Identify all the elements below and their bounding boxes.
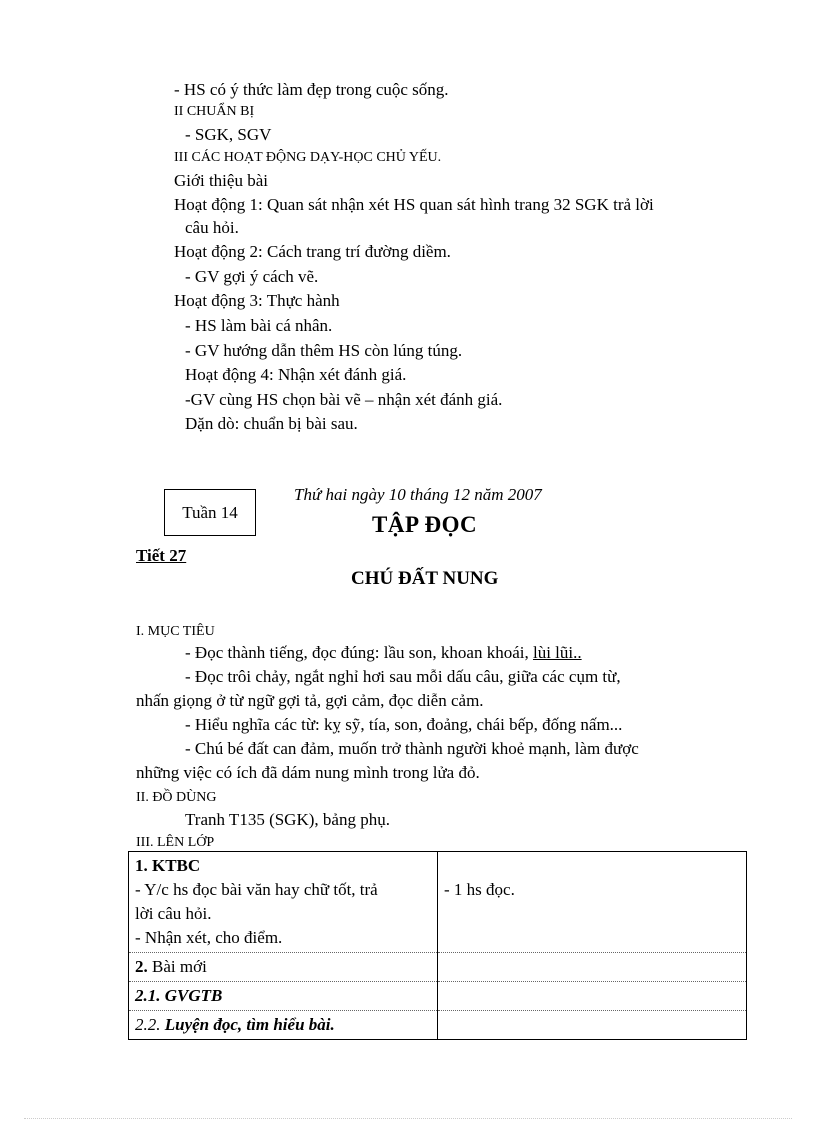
prev-activity-4-item: -GV cùng HS chọn bài vẽ – nhận xét đánh giá. [185, 390, 503, 409]
prev-activity-4: Hoạt động 4: Nhận xét đánh giá. [185, 365, 407, 384]
row-2-num: 2. [135, 957, 148, 976]
prev-prep-item: - SGK, SGV [185, 125, 272, 144]
student-cell [438, 953, 747, 982]
row-1-title: 1. KTBC [135, 856, 201, 875]
prev-section-activities-heading: III CÁC HOẠT ĐỘNG DẠY-HỌC CHỦ YẾU. [174, 150, 442, 165]
prev-activity-3: Hoạt động 3: Thực hành [174, 291, 340, 310]
prev-activity-1: Hoạt động 1: Quan sát nhận xét HS quan sát hình trang 32 SGK trả lời [174, 195, 654, 214]
prev-intro: Giới thiệu bài [174, 171, 268, 190]
prev-goal-line: - HS có ý thức làm đẹp trong cuộc sống. [174, 80, 449, 99]
row-3: 2.1. GVGTB [129, 982, 438, 1011]
student-cell [438, 1011, 747, 1040]
prev-activity-3-item-1: - HS làm bài cá nhân. [185, 316, 333, 335]
student-cell [438, 982, 747, 1011]
goal-2-cont: nhấn giọng ở từ ngữ gợi tả, gợi cảm, đọc diễn cảm. [136, 691, 484, 710]
goals-heading: I. MỤC TIÊU [136, 624, 215, 639]
lesson-date: Thứ hai ngày 10 tháng 12 năm 2007 [294, 485, 542, 504]
lesson-title: CHÚ ĐẤT NUNG [351, 568, 499, 589]
row-1-line-1: - Y/c hs đọc bài văn hay chữ tốt, trả [135, 880, 378, 899]
materials-text: Tranh T135 (SGK), bảng phụ. [185, 810, 390, 829]
row-2-text: Bài mới [147, 957, 207, 976]
prev-activity-3-item-2: - GV hướng dẫn thêm HS còn lúng túng. [185, 341, 463, 360]
prev-section-prep-heading: II CHUẨN BỊ [174, 104, 255, 119]
goal-1 [185, 642, 582, 664]
table-row [129, 1011, 747, 1040]
prev-activity-1-cont: câu hỏi. [185, 218, 239, 237]
prev-activity-2-item: - GV gợi ý cách vẽ. [185, 267, 319, 286]
goal-4: - Chú bé đất can đảm, muốn trở thành người khoẻ mạnh, làm được [185, 739, 639, 758]
goal-1-text: - Đọc thành tiếng, đọc đúng: lầu son, khoan khoái, [185, 643, 533, 662]
student-cell [438, 852, 747, 953]
subject-title: TẬP ĐỌC [372, 512, 478, 537]
row-1-line-2: lời câu hỏi. [135, 904, 212, 923]
prev-homework: Dặn dò: chuẩn bị bài sau. [185, 414, 358, 433]
row-4-text: Luyện đọc, tìm hiểu bài. [160, 1015, 335, 1034]
page-bottom-divider [24, 1118, 792, 1119]
teacher-cell [129, 1011, 438, 1040]
period-label: Tiết 27 [136, 546, 187, 565]
goal-3: - Hiểu nghĩa các từ: kỵ sỹ, tía, son, đoảng, chái bếp, đống nấm... [185, 715, 623, 734]
teacher-cell [129, 953, 438, 982]
week-box: Tuần 14 [164, 489, 256, 536]
lesson-plan-table [128, 851, 747, 1040]
row-1-right: - 1 hs đọc. [444, 880, 515, 899]
goal-4-cont: những việc có ích đã dám nung mình trong lửa đỏ. [136, 763, 480, 782]
teacher-cell [129, 852, 438, 953]
goal-1-underlined: lùi lũi.. [532, 643, 582, 662]
row-4-num: 2.2. [135, 1015, 161, 1034]
table-row [129, 953, 747, 982]
table-row [129, 852, 747, 953]
prev-activity-2: Hoạt động 2: Cách trang trí đường diềm. [174, 242, 451, 261]
row-1-line-3: - Nhận xét, cho điểm. [135, 928, 283, 947]
goal-2: - Đọc trôi chảy, ngắt nghỉ hơi sau mỗi dấu câu, giữa các cụm từ, [185, 667, 621, 686]
lesson-plan-heading: III. LÊN LỚP [136, 835, 215, 850]
table-row [129, 982, 747, 1011]
materials-heading: II. ĐỒ DÙNG [136, 790, 217, 805]
